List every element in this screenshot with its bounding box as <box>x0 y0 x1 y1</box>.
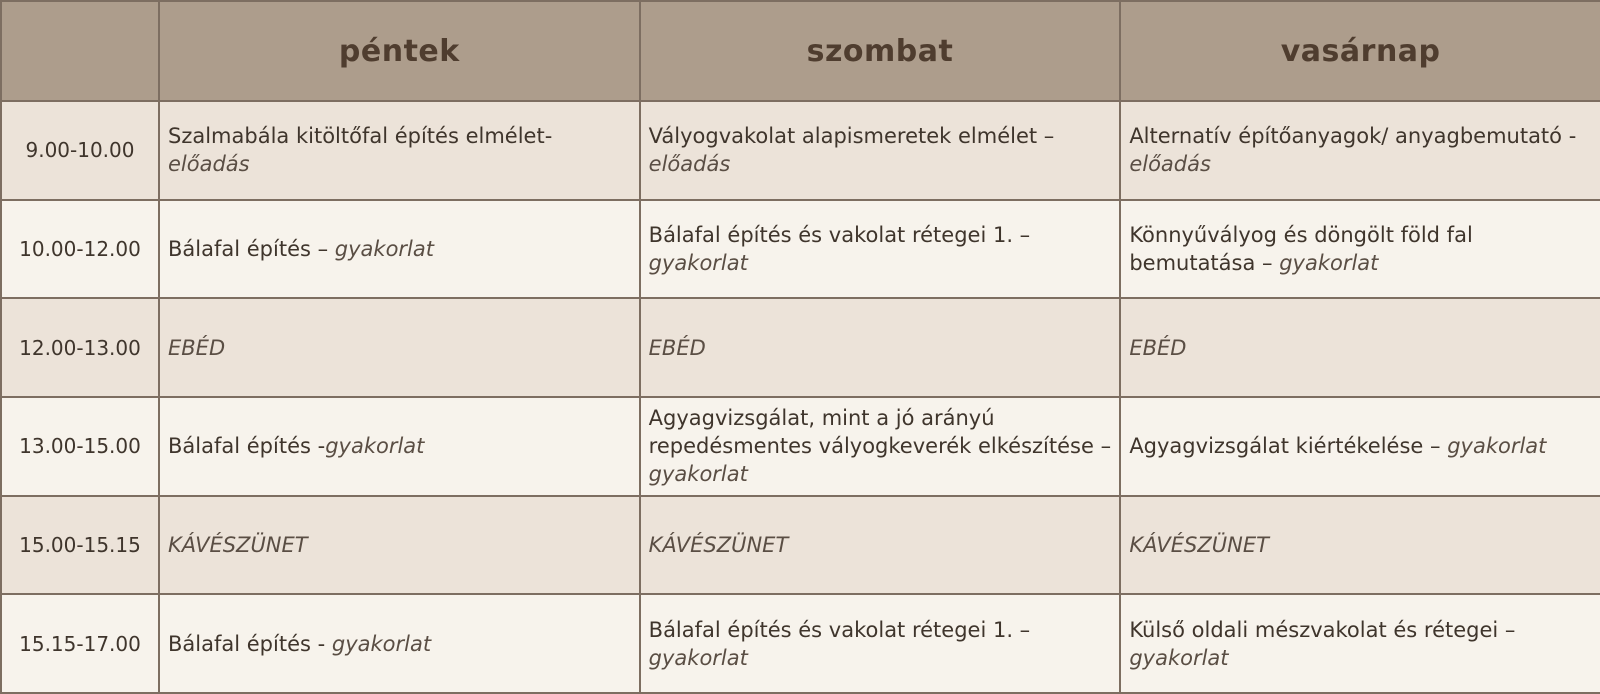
session-title: Könnyűvályog és döngölt föld fal bemutatása – <box>1129 222 1473 275</box>
session-title: Agyagvizsgálat kiértékelése – <box>1129 434 1448 459</box>
session-type: gyakorlat <box>1279 250 1379 275</box>
session-cell <box>1120 200 1600 299</box>
table-row <box>1 594 1600 693</box>
session-title: Bálafal építés és vakolat rétegei 1. – <box>648 617 1031 642</box>
table-row <box>1 496 1600 595</box>
session-type: gyakorlat <box>334 236 434 261</box>
session-title: Alternatív építőanyagok/ anyagbemutató - <box>1129 124 1577 149</box>
corner-cell <box>1 1 159 101</box>
session-cell <box>1120 101 1600 200</box>
time-slot: 15.00-15.15 <box>1 496 159 595</box>
session-title: Külső oldali mészvakolat és rétegei – <box>1129 617 1516 642</box>
session-type: gyakorlat <box>1447 434 1547 459</box>
session-cell <box>159 101 640 200</box>
session-cell <box>640 594 1121 693</box>
session-type: EBÉD <box>168 335 226 360</box>
session-type: gyakorlat <box>648 645 748 670</box>
session-type: gyakorlat <box>648 250 748 275</box>
table-row <box>1 101 1600 200</box>
session-title: Szalmabála kitöltőfal építés elmélet- <box>168 124 553 149</box>
time-slot: 13.00-15.00 <box>1 397 159 496</box>
session-type: EBÉD <box>648 335 706 360</box>
session-cell <box>640 200 1121 299</box>
header-row <box>1 1 1600 101</box>
session-type: KÁVÉSZÜNET <box>1129 532 1269 557</box>
table-row <box>1 397 1600 496</box>
session-type: előadás <box>1129 152 1211 177</box>
session-cell <box>159 298 640 397</box>
time-slot: 9.00-10.00 <box>1 101 159 200</box>
session-cell <box>159 397 640 496</box>
day-header-friday: péntek <box>159 1 640 101</box>
session-type: előadás <box>168 152 250 177</box>
time-slot: 10.00-12.00 <box>1 200 159 299</box>
time-slot: 12.00-13.00 <box>1 298 159 397</box>
session-type: KÁVÉSZÜNET <box>168 532 308 557</box>
session-cell <box>640 101 1121 200</box>
session-title: Bálafal építés - <box>168 434 326 459</box>
session-title: Bálafal építés és vakolat rétegei 1. – <box>648 222 1031 247</box>
session-cell <box>1120 496 1600 595</box>
session-type: előadás <box>648 152 731 177</box>
time-slot: 15.15-17.00 <box>1 594 159 693</box>
session-type: EBÉD <box>1129 335 1187 360</box>
session-title: Vályogvakolat alapismeretek elmélet – <box>648 124 1055 149</box>
session-type: gyakorlat <box>325 434 425 459</box>
session-title: Agyagvizsgálat, mint a jó arányú repedésmentes vályogkeverék elkészítése – <box>648 406 1112 459</box>
session-cell <box>640 397 1121 496</box>
session-type: gyakorlat <box>648 462 748 487</box>
session-cell <box>159 594 640 693</box>
day-header-saturday: szombat <box>640 1 1121 101</box>
table-row <box>1 298 1600 397</box>
session-title: Bálafal építés - <box>168 631 332 656</box>
session-cell <box>640 496 1121 595</box>
session-cell <box>1120 397 1600 496</box>
day-header-sunday: vasárnap <box>1120 1 1600 101</box>
session-type: gyakorlat <box>331 631 432 656</box>
session-type: gyakorlat <box>1129 645 1229 670</box>
session-type: KÁVÉSZÜNET <box>648 532 789 557</box>
session-cell <box>159 200 640 299</box>
session-cell <box>640 298 1121 397</box>
session-cell <box>1120 594 1600 693</box>
session-cell <box>159 496 640 595</box>
session-cell <box>1120 298 1600 397</box>
table-row <box>1 200 1600 299</box>
session-title: Bálafal építés – <box>168 236 335 261</box>
